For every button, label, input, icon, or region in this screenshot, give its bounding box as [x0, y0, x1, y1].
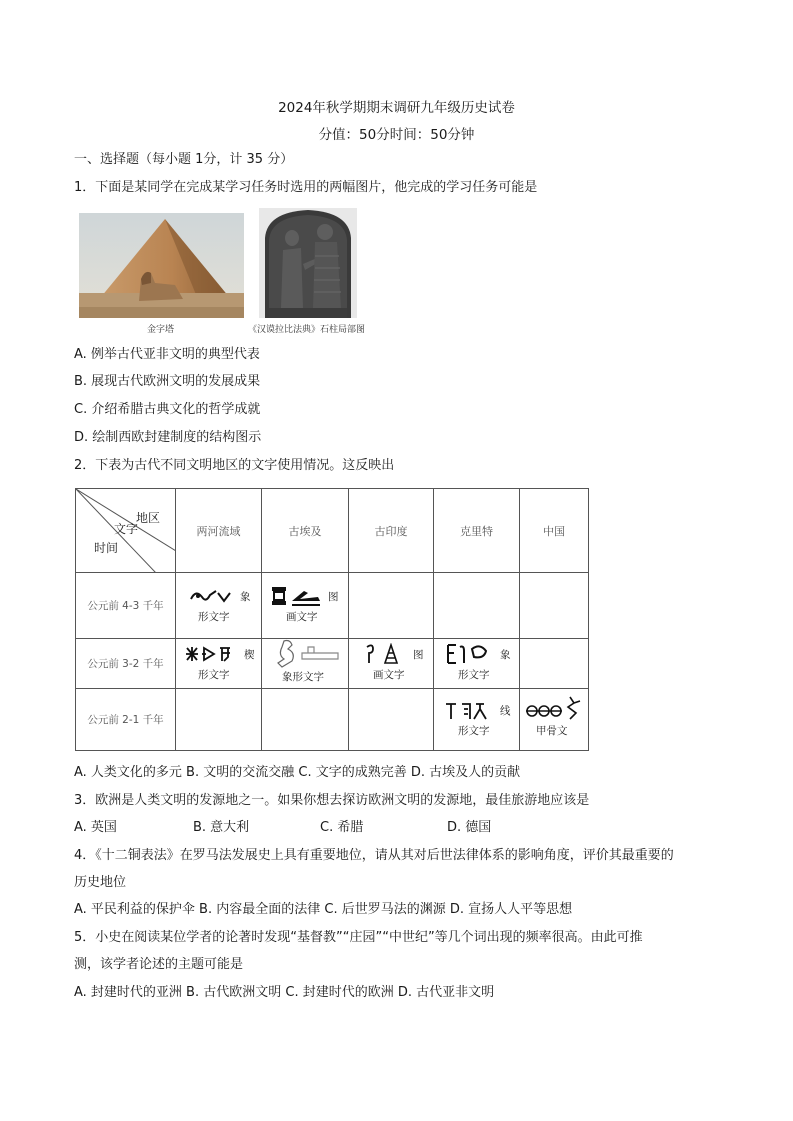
- cell-r1-india: [349, 573, 434, 639]
- cell-r3-mesopotamia: [176, 689, 262, 751]
- col-header-mesopotamia: 两河流域: [176, 489, 262, 573]
- row-header-2: 公元前 3-2 千年: [76, 639, 176, 689]
- section-heading: 一、选择题（每小题 1分，计 35 分）: [74, 152, 294, 167]
- corner-region-label: 地区: [136, 511, 161, 525]
- q5-stem-line2: 测，该学者论述的主题可能是: [74, 957, 244, 972]
- q3-option-b: B. 意大利: [193, 820, 250, 835]
- exam-title: 2024年秋学期期末调研九年级历史试卷: [278, 100, 515, 116]
- cell-r1-china: [520, 573, 589, 639]
- corner-time-label: 时间: [94, 541, 119, 555]
- q5-stem-line1: 5．小史在阅读某位学者的论著时发现“基督教”“庄园”“中世纪”等几个词出现的频率很高。由此可推: [74, 930, 643, 945]
- col-header-china: 中国: [520, 489, 589, 573]
- q3-option-a: A. 英国: [74, 820, 117, 835]
- q4-options: A. 平民利益的保护伞 B. 内容最全面的法律 C. 后世罗马法的渊源 D. 宣扬人人平等思想: [74, 902, 573, 917]
- q1-option-d: D. 绘制西欧封建制度的结构图示: [74, 430, 262, 445]
- cell-r3-india: [349, 689, 434, 751]
- q4-stem-line2: 历史地位: [74, 875, 127, 890]
- corner-text-label: 文字: [114, 522, 139, 536]
- egyptian-pictograph-glyph: [270, 585, 328, 607]
- cell-r2-mesopotamia: 楔 形文字: [176, 639, 262, 689]
- table-corner-cell: [76, 489, 176, 573]
- cell-r1-crete: [434, 573, 520, 639]
- exam-subtitle: 分值：50分时间：50分钟: [318, 127, 475, 143]
- q1-option-b: B. 展现古代欧洲文明的发展成果: [74, 374, 261, 389]
- stele-caption: 《汉谟拉比法典》石柱局部图: [248, 325, 366, 335]
- col-header-crete: 克里特: [434, 489, 520, 573]
- pictograph-glyph: [188, 587, 238, 607]
- cretan-hieroglyph-glyph: [444, 643, 496, 667]
- q5-options: A. 封建时代的亚洲 B. 古代欧洲文明 C. 封建时代的欧洲 D. 古代亚非文明: [74, 985, 495, 1000]
- cell-r3-china: 甲骨文: [520, 689, 589, 751]
- hieroglyph-bird-glyph: [268, 639, 350, 669]
- cell-r3-egypt: [262, 689, 349, 751]
- col-header-india: 古印度: [349, 489, 434, 573]
- hammurabi-stele-image: [259, 208, 357, 318]
- cell-r2-china: [520, 639, 589, 689]
- q1-option-a: A. 例举古代亚非文明的典型代表: [74, 347, 260, 362]
- cell-r2-egypt: 象形文字: [262, 639, 349, 689]
- row-header-3: 公元前 2-1 千年: [76, 689, 176, 751]
- cell-r2-crete: 象 形文字: [434, 639, 520, 689]
- cell-r3-crete: 线 形文字: [434, 689, 520, 751]
- linear-script-glyph: [444, 701, 496, 723]
- cell-r2-india: 图 画文字: [349, 639, 434, 689]
- col-header-egypt: 古埃及: [262, 489, 349, 573]
- q3-option-c: C. 希腊: [320, 820, 364, 835]
- cuneiform-glyph: [184, 645, 242, 665]
- q1-stem: 1．下面是某同学在完成某学习任务时选用的两幅图片，他完成的学习任务可能是: [74, 180, 538, 195]
- q3-option-d: D. 德国: [447, 820, 492, 835]
- row-header-1: 公元前 4-3 千年: [76, 573, 176, 639]
- q2-stem: 2．下表为古代不同文明地区的文字使用情况。这反映出: [74, 458, 395, 473]
- cell-r1-mesopotamia: 象 形文字: [176, 573, 262, 639]
- oracle-bone-glyph: [524, 695, 584, 721]
- q3-stem: 3．欧洲是人类文明的发源地之一。如果你想去探访欧洲文明的发源地，最佳旅游地应该是: [74, 793, 590, 808]
- q1-option-c: C. 介绍希腊古典文化的哲学成就: [74, 402, 261, 417]
- q2-options: A. 人类文化的多元 B. 文明的交流交融 C. 文字的成熟完善 D. 古埃及人的贡献: [74, 765, 521, 780]
- pyramid-caption: 金字塔: [147, 325, 175, 335]
- pyramid-image: [79, 213, 244, 318]
- indus-glyph: [363, 643, 413, 667]
- cell-r1-egypt: 图 画文字: [262, 573, 349, 639]
- writing-systems-table: [75, 488, 589, 751]
- q4-stem-line1: 4．《十二铜表法》在罗马法发展史上具有重要地位，请从其对后世法律体系的影响角度，评价其最重要的: [74, 848, 674, 863]
